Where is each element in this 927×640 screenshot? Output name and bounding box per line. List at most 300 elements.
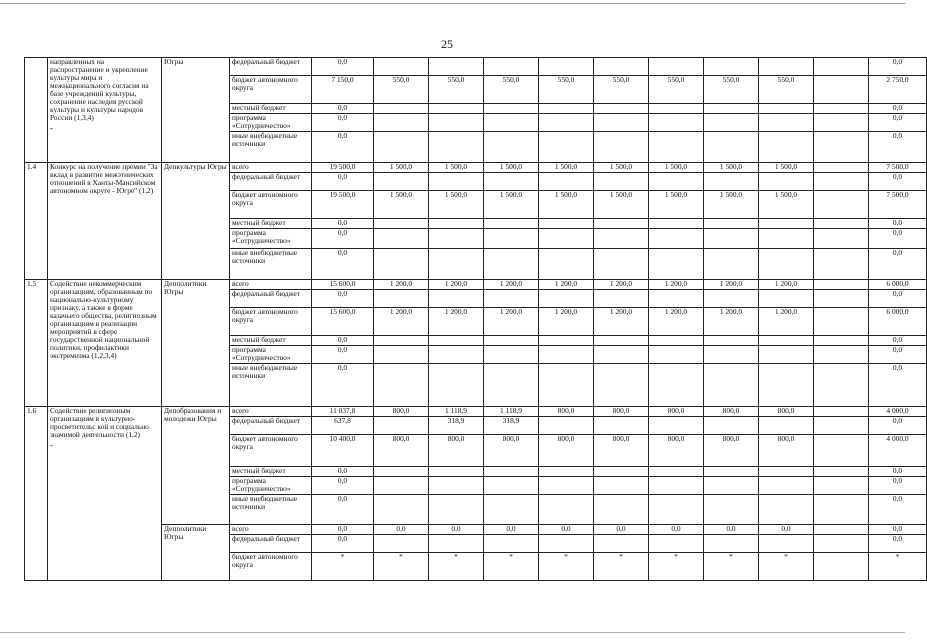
year-cell: *	[704, 553, 759, 581]
year-cell	[759, 114, 814, 132]
year-cell	[594, 346, 649, 364]
year-cell	[704, 417, 759, 435]
total-cell: 0,0	[312, 525, 374, 535]
year-cell	[539, 535, 594, 553]
year-cell	[814, 76, 869, 104]
funding-source: программа «Сотрудничество»	[230, 346, 312, 364]
year-cell	[759, 336, 814, 346]
funding-source: бюджет автономного округа	[230, 308, 312, 336]
year-cell: 0,0	[374, 525, 429, 535]
year-cell: 318,9	[429, 417, 484, 435]
year-cell	[814, 191, 869, 219]
year-cell	[429, 173, 484, 191]
year-cell	[539, 364, 594, 407]
year-cell: *	[484, 553, 539, 581]
measure-name	[48, 163, 162, 280]
year-cell	[374, 535, 429, 553]
year-cell: 800,0	[374, 435, 429, 467]
total-cell: 637,8	[312, 417, 374, 435]
year-cell	[429, 336, 484, 346]
year-cell	[374, 495, 429, 525]
year-cell: 1 200,0	[594, 308, 649, 336]
year-cell	[429, 364, 484, 407]
period-cell: 0,0	[869, 346, 927, 364]
year-cell	[759, 346, 814, 364]
funding-source: иные внебюджетные источники	[230, 132, 312, 163]
measure-name	[48, 58, 162, 163]
period-cell: 7 500,0	[869, 191, 927, 219]
year-cell	[484, 132, 539, 163]
year-cell	[484, 229, 539, 249]
year-cell	[374, 249, 429, 280]
year-cell	[814, 336, 869, 346]
funding-source: бюджет автономного округа	[230, 191, 312, 219]
year-cell	[374, 132, 429, 163]
funding-source: иные внебюджетные источники	[230, 364, 312, 407]
year-cell	[649, 58, 704, 76]
year-cell: 1 500,0	[539, 163, 594, 173]
funding-source: бюджет автономного округа	[230, 76, 312, 104]
year-cell: 800,0	[539, 407, 594, 417]
year-cell: 800,0	[759, 407, 814, 417]
year-cell	[759, 477, 814, 495]
period-cell: 0,0	[869, 229, 927, 249]
year-cell: 1 200,0	[759, 308, 814, 336]
year-cell: *	[649, 553, 704, 581]
total-cell: 10 400,0	[312, 435, 374, 467]
row-marker: -	[50, 123, 53, 133]
year-cell	[814, 58, 869, 76]
year-cell: 1 500,0	[539, 191, 594, 219]
period-cell: 0,0	[869, 58, 927, 76]
year-cell	[594, 477, 649, 495]
year-cell	[594, 173, 649, 191]
year-cell: 1 200,0	[429, 308, 484, 336]
year-cell	[704, 467, 759, 477]
year-cell	[704, 229, 759, 249]
funding-source: иные внебюджетные источники	[230, 495, 312, 525]
year-cell	[649, 467, 704, 477]
funding-source: программа «Сотрудничество»	[230, 114, 312, 132]
year-cell	[374, 477, 429, 495]
year-cell	[704, 249, 759, 280]
period-cell: 0,0	[869, 249, 927, 280]
year-cell: 0,0	[429, 525, 484, 535]
year-cell	[814, 495, 869, 525]
year-cell	[539, 336, 594, 346]
year-cell: 1 200,0	[484, 308, 539, 336]
responsible-executor: Югры	[162, 58, 230, 163]
year-cell	[814, 219, 869, 229]
year-cell: 1 200,0	[704, 308, 759, 336]
year-cell: 550,0	[539, 76, 594, 104]
year-cell: 0,0	[594, 525, 649, 535]
year-cell	[429, 104, 484, 114]
year-cell	[429, 114, 484, 132]
year-cell	[594, 249, 649, 280]
measure-name-text: Конкурс на получение премии "За вклад в развитие межэтнических отношений в Ханты-Мансийском автономном округе - Югре" (1,2)	[50, 162, 158, 195]
year-cell	[429, 58, 484, 76]
year-cell	[649, 417, 704, 435]
year-cell	[594, 58, 649, 76]
year-cell	[594, 290, 649, 308]
table-row	[25, 280, 927, 290]
period-cell: 0,0	[869, 417, 927, 435]
total-cell: 19 500,0	[312, 191, 374, 219]
year-cell	[814, 280, 869, 290]
year-cell: 800,0	[539, 435, 594, 467]
year-cell	[484, 467, 539, 477]
year-cell	[429, 219, 484, 229]
measure-name-text: направленных на распространение и укрепление культуры мира и межнационального согласия на базе учреждений культуры, сохранение наследия русской культуры и культуры народов России (1,3,4)	[50, 57, 149, 122]
year-cell: 1 200,0	[374, 308, 429, 336]
year-cell	[814, 308, 869, 336]
year-cell: 1 500,0	[484, 191, 539, 219]
year-cell	[814, 229, 869, 249]
total-cell: 0,0	[312, 104, 374, 114]
total-cell: 15 600,0	[312, 280, 374, 290]
period-cell: 2 750,0	[869, 76, 927, 104]
measure-name	[48, 407, 162, 581]
year-cell	[594, 114, 649, 132]
item-number: 1.4	[25, 163, 48, 280]
year-cell: *	[759, 553, 814, 581]
row-marker: -	[50, 440, 53, 450]
funding-source: всего	[230, 525, 312, 535]
year-cell	[429, 249, 484, 280]
year-cell: *	[429, 553, 484, 581]
year-cell: 800,0	[594, 407, 649, 417]
total-cell: 0,0	[312, 467, 374, 477]
responsible-executor: Депобразования и молодежи Югры	[162, 407, 230, 525]
year-cell: 550,0	[759, 76, 814, 104]
year-cell	[374, 346, 429, 364]
period-cell: 7 500,0	[869, 163, 927, 173]
total-cell: 7 150,0	[312, 76, 374, 104]
year-cell: 800,0	[759, 435, 814, 467]
year-cell	[704, 477, 759, 495]
year-cell	[429, 467, 484, 477]
year-cell	[759, 417, 814, 435]
total-cell: 11 037,8	[312, 407, 374, 417]
year-cell	[649, 495, 704, 525]
year-cell	[649, 336, 704, 346]
year-cell	[539, 114, 594, 132]
funding-table	[24, 57, 927, 581]
year-cell	[649, 346, 704, 364]
funding-source: программа «Сотрудничество»	[230, 477, 312, 495]
year-cell	[484, 477, 539, 495]
funding-source: всего	[230, 407, 312, 417]
year-cell: 1 200,0	[539, 308, 594, 336]
year-cell	[594, 467, 649, 477]
year-cell	[484, 58, 539, 76]
year-cell: *	[539, 553, 594, 581]
year-cell	[539, 219, 594, 229]
year-cell	[374, 58, 429, 76]
year-cell: 1 200,0	[759, 280, 814, 290]
period-cell: 4 000,0	[869, 407, 927, 417]
year-cell: 1 200,0	[649, 280, 704, 290]
year-cell: 800,0	[704, 435, 759, 467]
year-cell: 0,0	[759, 525, 814, 535]
period-cell: *	[869, 553, 927, 581]
year-cell	[759, 364, 814, 407]
funding-source: федеральный бюджет	[230, 173, 312, 191]
responsible-executor: Депполитики Югры	[162, 280, 230, 407]
year-cell: 1 500,0	[649, 163, 704, 173]
year-cell	[594, 219, 649, 229]
year-cell	[704, 173, 759, 191]
year-cell	[814, 132, 869, 163]
year-cell	[649, 219, 704, 229]
year-cell: 1 118,9	[429, 407, 484, 417]
period-cell: 4 000,0	[869, 435, 927, 467]
year-cell: 1 500,0	[429, 163, 484, 173]
year-cell: 800,0	[594, 435, 649, 467]
total-cell: 0,0	[312, 495, 374, 525]
page-number: 25	[441, 37, 453, 51]
year-cell	[539, 104, 594, 114]
year-cell: 1 200,0	[594, 280, 649, 290]
year-cell: *	[594, 553, 649, 581]
year-cell	[539, 346, 594, 364]
year-cell: 318,9	[484, 417, 539, 435]
year-cell	[649, 104, 704, 114]
year-cell: 550,0	[704, 76, 759, 104]
measure-name-text: Содействие некоммерческим организациям, образованным по национально-культурному признаку, а также в форме казачьего общества, религиозным организациям в реализации мероприятий в сфере государственной национальной политики, профилактики экстремизма (1,2,3,4)	[50, 279, 157, 360]
year-cell	[814, 407, 869, 417]
total-cell: 15 600,0	[312, 308, 374, 336]
table-row	[25, 407, 927, 417]
year-cell	[814, 249, 869, 280]
measure-name-text: Содействие религиозным организациям в культурно-просветительс кой и социально значимой деятельности (1,2)	[50, 406, 149, 439]
year-cell	[484, 290, 539, 308]
year-cell	[594, 417, 649, 435]
year-cell: 1 200,0	[649, 308, 704, 336]
year-cell: 800,0	[374, 407, 429, 417]
year-cell	[594, 535, 649, 553]
year-cell	[759, 495, 814, 525]
year-cell	[539, 417, 594, 435]
funding-source: федеральный бюджет	[230, 535, 312, 553]
year-cell	[484, 495, 539, 525]
year-cell	[594, 104, 649, 114]
year-cell	[374, 290, 429, 308]
funding-source: программа «Сотрудничество»	[230, 229, 312, 249]
year-cell: 0,0	[649, 525, 704, 535]
year-cell	[429, 346, 484, 364]
year-cell: 0,0	[484, 525, 539, 535]
year-cell	[649, 229, 704, 249]
funding-source: федеральный бюджет	[230, 290, 312, 308]
year-cell: 0,0	[539, 525, 594, 535]
bottom-scan-edge	[0, 632, 905, 633]
year-cell: 1 500,0	[374, 191, 429, 219]
year-cell	[539, 467, 594, 477]
year-cell	[429, 290, 484, 308]
year-cell	[814, 163, 869, 173]
year-cell	[484, 364, 539, 407]
year-cell	[594, 495, 649, 525]
total-cell: 0,0	[312, 132, 374, 163]
year-cell	[374, 104, 429, 114]
year-cell	[374, 417, 429, 435]
total-cell: 19 500,0	[312, 163, 374, 173]
year-cell	[759, 173, 814, 191]
year-cell: 800,0	[429, 435, 484, 467]
year-cell	[484, 346, 539, 364]
year-cell	[814, 104, 869, 114]
year-cell: 1 500,0	[594, 163, 649, 173]
year-cell: *	[374, 553, 429, 581]
year-cell	[594, 132, 649, 163]
year-cell	[814, 467, 869, 477]
total-cell: 0,0	[312, 173, 374, 191]
total-cell: 0,0	[312, 219, 374, 229]
year-cell	[814, 525, 869, 535]
year-cell	[484, 249, 539, 280]
year-cell	[704, 336, 759, 346]
funding-source: всего	[230, 163, 312, 173]
year-cell	[374, 467, 429, 477]
year-cell: 800,0	[704, 407, 759, 417]
funding-source: федеральный бюджет	[230, 58, 312, 76]
year-cell	[759, 290, 814, 308]
total-cell: 0,0	[312, 229, 374, 249]
funding-source: федеральный бюджет	[230, 417, 312, 435]
year-cell	[649, 132, 704, 163]
item-number: 1.5	[25, 280, 48, 407]
year-cell: 1 200,0	[704, 280, 759, 290]
year-cell	[539, 477, 594, 495]
year-cell	[374, 336, 429, 346]
year-cell	[429, 229, 484, 249]
table-row	[25, 58, 927, 76]
responsible-executor: Депкультуры Югры	[162, 163, 230, 280]
year-cell	[704, 104, 759, 114]
funding-source: местный бюджет	[230, 104, 312, 114]
year-cell	[704, 535, 759, 553]
year-cell: 1 500,0	[704, 191, 759, 219]
year-cell: 1 500,0	[429, 191, 484, 219]
year-cell	[484, 104, 539, 114]
year-cell	[814, 290, 869, 308]
item-number: 1.6	[25, 407, 48, 581]
funding-source: местный бюджет	[230, 336, 312, 346]
year-cell	[814, 553, 869, 581]
period-cell: 0,0	[869, 535, 927, 553]
year-cell: 1 500,0	[374, 163, 429, 173]
year-cell	[704, 290, 759, 308]
year-cell	[374, 173, 429, 191]
top-scan-edge	[0, 3, 905, 4]
year-cell: 1 200,0	[429, 280, 484, 290]
year-cell: 800,0	[484, 435, 539, 467]
year-cell	[704, 114, 759, 132]
year-cell	[594, 336, 649, 346]
period-cell: 0,0	[869, 364, 927, 407]
total-cell: *	[312, 553, 374, 581]
total-cell: 0,0	[312, 336, 374, 346]
period-cell: 0,0	[869, 132, 927, 163]
funding-source: местный бюджет	[230, 219, 312, 229]
year-cell	[814, 364, 869, 407]
year-cell	[484, 336, 539, 346]
year-cell: 1 118,9	[484, 407, 539, 417]
year-cell	[759, 58, 814, 76]
year-cell	[759, 104, 814, 114]
total-cell: 0,0	[312, 346, 374, 364]
funding-source: местный бюджет	[230, 467, 312, 477]
year-cell	[759, 467, 814, 477]
year-cell: 1 500,0	[484, 163, 539, 173]
year-cell: 550,0	[484, 76, 539, 104]
year-cell	[814, 477, 869, 495]
year-cell	[484, 219, 539, 229]
period-cell: 0,0	[869, 104, 927, 114]
table-row	[25, 163, 927, 173]
year-cell	[814, 435, 869, 467]
year-cell: 1 200,0	[374, 280, 429, 290]
year-cell	[649, 535, 704, 553]
year-cell	[649, 114, 704, 132]
year-cell	[704, 364, 759, 407]
year-cell	[539, 290, 594, 308]
year-cell	[594, 229, 649, 249]
period-cell: 0,0	[869, 290, 927, 308]
year-cell	[429, 495, 484, 525]
year-cell	[429, 477, 484, 495]
year-cell: 1 500,0	[704, 163, 759, 173]
year-cell	[539, 58, 594, 76]
year-cell	[704, 132, 759, 163]
year-cell: 550,0	[649, 76, 704, 104]
year-cell	[649, 477, 704, 495]
year-cell	[374, 219, 429, 229]
year-cell	[374, 114, 429, 132]
year-cell	[539, 173, 594, 191]
total-cell: 0,0	[312, 114, 374, 132]
period-cell: 0,0	[869, 467, 927, 477]
year-cell: 550,0	[594, 76, 649, 104]
year-cell: 0,0	[704, 525, 759, 535]
period-cell: 0,0	[869, 477, 927, 495]
funding-source: всего	[230, 280, 312, 290]
year-cell	[704, 346, 759, 364]
period-cell: 0,0	[869, 336, 927, 346]
item-number	[25, 58, 48, 163]
period-cell: 6 000,0	[869, 280, 927, 290]
period-cell: 6 000,0	[869, 308, 927, 336]
year-cell	[759, 229, 814, 249]
total-cell: 0,0	[312, 535, 374, 553]
total-cell: 0,0	[312, 477, 374, 495]
year-cell: 1 200,0	[539, 280, 594, 290]
year-cell: 1 500,0	[594, 191, 649, 219]
year-cell	[704, 219, 759, 229]
responsible-executor: Депполитики Югры	[162, 525, 230, 581]
year-cell: 1 500,0	[649, 191, 704, 219]
year-cell	[759, 132, 814, 163]
year-cell	[429, 535, 484, 553]
period-cell: 0,0	[869, 219, 927, 229]
year-cell	[814, 417, 869, 435]
funding-source: иные внебюджетные источники	[230, 249, 312, 280]
year-cell: 550,0	[429, 76, 484, 104]
funding-source: бюджет автономного округа	[230, 553, 312, 581]
measure-name	[48, 280, 162, 407]
